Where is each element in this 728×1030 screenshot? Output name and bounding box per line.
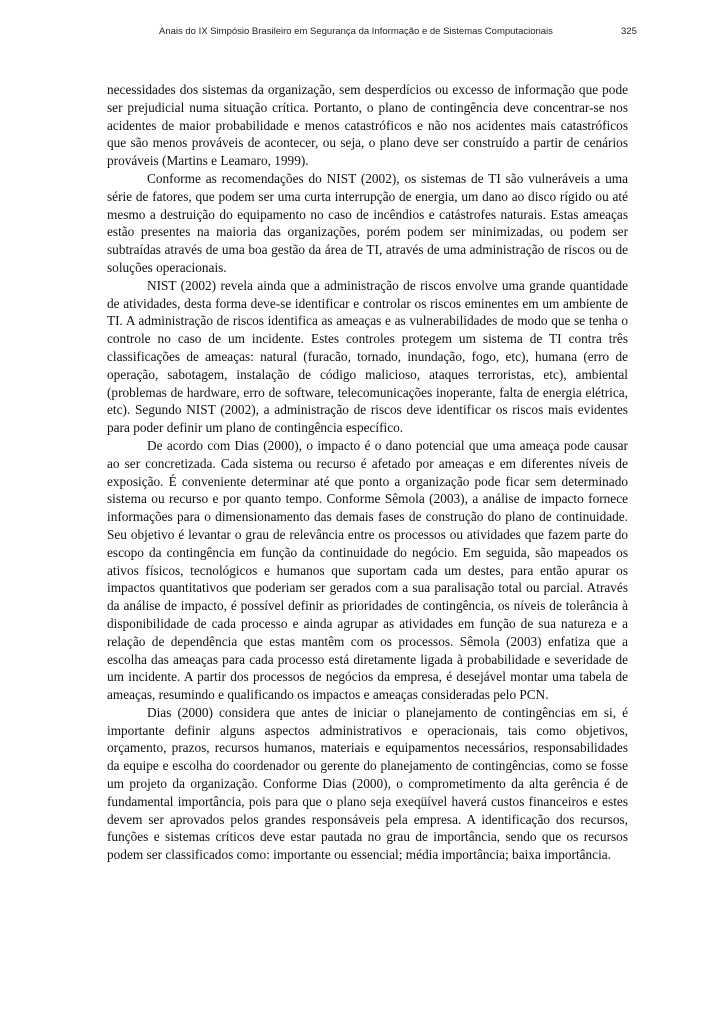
paragraph: Conforme as recomendações do NIST (2002), os sistemas de TI são vulneráveis a uma série de fatores, que podem ser uma curta interrupção de energia, um dano ao disco rígido ou até mesmo a destruição do equipamento no caso de incêndios e catástrofes naturais. Estas ameaças estão presentes na maioria das organizações, porém podem ser minimizadas, ou podem ser subtraídas através de uma boa gestão da área de TI, através de uma administração de riscos ou de soluções operacionais. — [107, 170, 628, 275]
page-number: 325 — [621, 26, 637, 37]
paragraph: NIST (2002) revela ainda que a administração de riscos envolve uma grande quantidade de atividades, desta forma deve-se identificar e controlar os riscos eminentes em um ambiente de TI. A administração de riscos identifica as ameaças e as vulnerabilidades de modo que se tenha o controle no caso de um incidente. Estes controles protegem um sistema de TI contra três classificações de ameaças: natural (furacão, tornado, inundação, fogo, etc), humana (erro de operação, sabotagem, instalação de código malicioso, ataques terroristas, etc), ambiental (problemas de hardware, erro de software, telecomunicações inoperante, falta de energia elétrica, etc). Segundo NIST (2002), a administração de riscos deve identificar os riscos mais evidentes para poder definir um plano de contingência específico. — [107, 277, 628, 436]
paragraph: Dias (2000) considera que antes de iniciar o planejamento de contingências em si, é importante definir alguns aspectos administrativos e operacionais, tais como objetivos, orçamento, prazos, recursos humanos, materiais e equipamentos necessários, responsabilidades da equipe e escolha do coordenador ou gerente do planejamento de contingências, como se fosse um projeto da organização. Conforme Dias (2000), o comprometimento da alta gerência é de fundamental importância, pois para que o plano seja exeqüível haverá custos financeiros e estes devem ser aprovados pelos grandes responsáveis pela empresa. A identificação dos recursos, funções e sistemas críticos deve estar pautada no grau de importância, sendo que os recursos podem ser classificados como: importante ou essencial; média importância; baixa importância. — [107, 704, 628, 863]
header-title: Anais do IX Simpósio Brasileiro em Segurança da Informação e de Sistemas Computacionais — [159, 26, 553, 37]
paragraph-continuation: necessidades dos sistemas da organização, sem desperdícios ou excesso de informação que pode ser prejudicial numa situação crítica. Portanto, o plano de contingência deve concentrar-se nos acidentes de maior probabilidade e menos catastróficos e não nos acidentes mais catastróficos que são menos prováveis de acontecer, ou seja, o plano deve ser construído a partir de cenários prováveis (Martins e Leamaro, 1999). — [107, 82, 628, 169]
running-header — [0, 26, 728, 40]
body-text — [107, 81, 628, 864]
paragraph: De acordo com Dias (2000), o impacto é o dano potencial que uma ameaça pode causar ao ser concretizada. Cada sistema ou recurso é afetado por ameaças e em diferentes níveis de exposição. É conveniente determinar até que ponto a organização pode ficar sem determinado sistema ou recurso e por quanto tempo. Conforme Sêmola (2003), a análise de impacto fornece informações para o dimensionamento das demais fases de construção do plano de continuidade. Seu objetivo é levantar o grau de relevância entre os processos ou atividades que fazem parte do escopo da contingência em função da continuidade do negócio. Em seguida, são mapeados os ativos físicos, tecnológicos e humanos que suportam cada um destes, para então apurar os impactos quantitativos que poderiam ser gerados com a sua paralisação total ou parcial. Através da análise de impacto, é possível definir as prioridades de contingência, os níveis de tolerância à disponibilidade de cada processo e ainda agrupar as atividades em função de sua natureza e a relação de dependência que estas mantêm com os processos. Sêmola (2003) enfatiza que a escolha das ameaças para cada processo está diretamente ligada à probabilidade e severidade de um incidente. A partir dos processos de negócios da empresa, é desejável montar uma tabela de ameaças, resumindo e qualificando os impactos e ameaças consideradas pelo PCN. — [107, 437, 628, 703]
